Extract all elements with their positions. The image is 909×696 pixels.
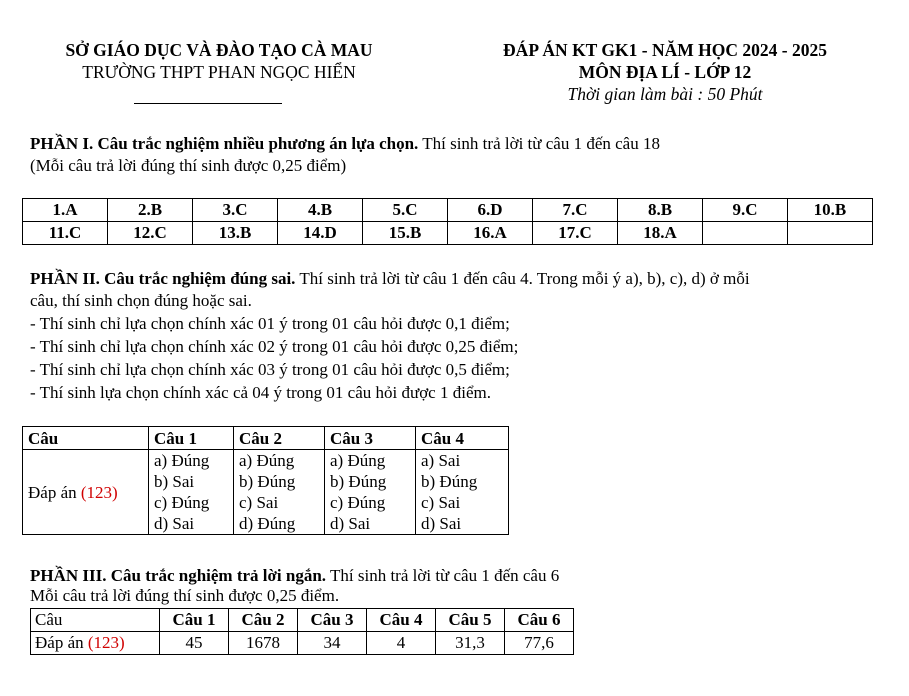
part2-title-line2: câu, thí sinh chọn đúng hoặc sai. xyxy=(30,291,252,310)
answer-cell: 5.C xyxy=(363,199,448,222)
part2-heading xyxy=(30,268,900,290)
department-name: SỞ GIÁO DỤC VÀ ĐÀO TẠO CÀ MAU xyxy=(65,40,373,60)
answer-cell xyxy=(325,450,416,535)
exam-duration: Thời gian làm bài : 50 Phút xyxy=(567,84,763,104)
answer-cell: 31,3 xyxy=(436,632,505,655)
header-divider xyxy=(134,103,282,104)
part3-heading xyxy=(30,565,900,587)
col-header: Câu xyxy=(23,427,149,450)
answer-label xyxy=(23,450,149,535)
question-header: Câu 2 xyxy=(234,427,325,450)
part2-rule: - Thí sinh chỉ lựa chọn chính xác 03 ý trong 01 câu hỏi được 0,5 điểm; xyxy=(30,360,510,379)
question-header: Câu 4 xyxy=(416,427,509,450)
table-row xyxy=(23,222,873,245)
header-left xyxy=(20,39,418,83)
part2-title-rest: Thí sinh trả lời từ câu 1 đến câu 4. Trong mỗi ý a), b), c), d) ở mỗi xyxy=(295,269,750,288)
question-header: Câu 3 xyxy=(325,427,416,450)
answer-cell: 15.B xyxy=(363,222,448,245)
answer-label-text: Đáp án xyxy=(35,633,88,652)
answer-label-text: Đáp án xyxy=(28,482,81,502)
answer-cell: 45 xyxy=(160,632,229,655)
answer-cell: 34 xyxy=(298,632,367,655)
table-row xyxy=(23,450,509,535)
option-a: a) Sai xyxy=(421,451,461,470)
answer-label xyxy=(31,632,160,655)
answer-cell: 1.A xyxy=(23,199,108,222)
option-d: d) Sai xyxy=(154,514,195,533)
table-row xyxy=(31,609,574,632)
answer-cell xyxy=(703,222,788,245)
question-header: Câu 6 xyxy=(505,609,574,632)
answer-cell: 17.C xyxy=(533,222,618,245)
answer-cell: 16.A xyxy=(448,222,533,245)
part1-answer-table xyxy=(22,198,873,245)
answer-cell: 12.C xyxy=(108,222,193,245)
part2-answer-table xyxy=(22,426,509,535)
option-b: b) Đúng xyxy=(330,472,387,491)
exam-title: ĐÁP ÁN KT GK1 - NĂM HỌC 2024 - 2025 xyxy=(503,40,827,60)
option-a: a) Đúng xyxy=(239,451,295,470)
answer-cell: 10.B xyxy=(787,199,872,222)
option-d: d) Đúng xyxy=(239,514,296,533)
answer-cell: 6.D xyxy=(448,199,533,222)
part3-title: PHẦN III. Câu trắc nghiệm trả lời ngắn. xyxy=(30,566,327,585)
answer-cell xyxy=(416,450,509,535)
option-a: a) Đúng xyxy=(330,451,386,470)
answer-cell: 4.B xyxy=(278,199,363,222)
option-b: b) Sai xyxy=(154,472,195,491)
option-a: a) Đúng xyxy=(154,451,210,470)
part3-title-rest: Thí sinh trả lời từ câu 1 đến câu 6 xyxy=(326,566,560,585)
answer-cell: 13.B xyxy=(193,222,278,245)
answer-cell xyxy=(787,222,872,245)
answer-cell: 3.C xyxy=(193,199,278,222)
part1-note: (Mỗi câu trả lời đúng thí sinh được 0,25 điểm) xyxy=(30,156,347,175)
option-c: c) Đúng xyxy=(330,493,386,512)
question-header: Câu 1 xyxy=(160,609,229,632)
answer-cell: 1678 xyxy=(229,632,298,655)
table-row xyxy=(31,632,574,655)
answer-cell: 14.D xyxy=(278,222,363,245)
part1-title: PHẦN I. Câu trắc nghiệm nhiều phương án lựa chọn. xyxy=(30,134,419,153)
answer-cell xyxy=(234,450,325,535)
answer-cell: 8.B xyxy=(618,199,703,222)
answer-cell xyxy=(149,450,234,535)
question-header: Câu 4 xyxy=(367,609,436,632)
answer-cell: 11.C xyxy=(23,222,108,245)
answer-cell: 77,6 xyxy=(505,632,574,655)
exam-code: (123) xyxy=(80,482,118,502)
part2-rule: - Thí sinh chỉ lựa chọn chính xác 01 ý trong 01 câu hỏi được 0,1 điểm; xyxy=(30,314,510,333)
part2-rule: - Thí sinh lựa chọn chính xác cả 04 ý trong 01 câu hỏi được 1 điểm. xyxy=(30,383,491,402)
part1-heading xyxy=(30,133,890,155)
option-c: c) Sai xyxy=(421,493,461,512)
answer-cell: 2.B xyxy=(108,199,193,222)
option-c: c) Sai xyxy=(239,493,279,512)
part2-rule: - Thí sinh chỉ lựa chọn chính xác 02 ý trong 01 câu hỏi được 0,25 điểm; xyxy=(30,337,519,356)
question-header: Câu 5 xyxy=(436,609,505,632)
table-row xyxy=(23,427,509,450)
option-d: d) Sai xyxy=(421,514,462,533)
part3-answer-table xyxy=(30,608,574,655)
exam-code: (123) xyxy=(87,633,125,652)
option-b: b) Đúng xyxy=(239,472,296,491)
table-row xyxy=(23,199,873,222)
answer-cell: 18.A xyxy=(618,222,703,245)
option-b: b) Đúng xyxy=(421,472,478,491)
subject-title: MÔN ĐỊA LÍ - LỚP 12 xyxy=(578,62,752,82)
school-name: TRƯỜNG THPT PHAN NGỌC HIỂN xyxy=(82,62,356,82)
question-header: Câu 3 xyxy=(298,609,367,632)
answer-cell: 4 xyxy=(367,632,436,655)
header-right xyxy=(435,39,895,105)
answer-cell: 9.C xyxy=(703,199,788,222)
option-d: d) Sai xyxy=(330,514,371,533)
question-header: Câu 2 xyxy=(229,609,298,632)
col-header: Câu xyxy=(31,609,160,632)
answer-cell: 7.C xyxy=(533,199,618,222)
part1-title-rest: Thí sinh trả lời từ câu 1 đến câu 18 xyxy=(418,134,660,153)
question-header: Câu 1 xyxy=(149,427,234,450)
part2-title: PHẦN II. Câu trắc nghiệm đúng sai. xyxy=(30,269,296,288)
part3-note: Mỗi câu trả lời đúng thí sinh được 0,25 điểm. xyxy=(30,586,340,605)
option-c: c) Đúng xyxy=(154,493,210,512)
